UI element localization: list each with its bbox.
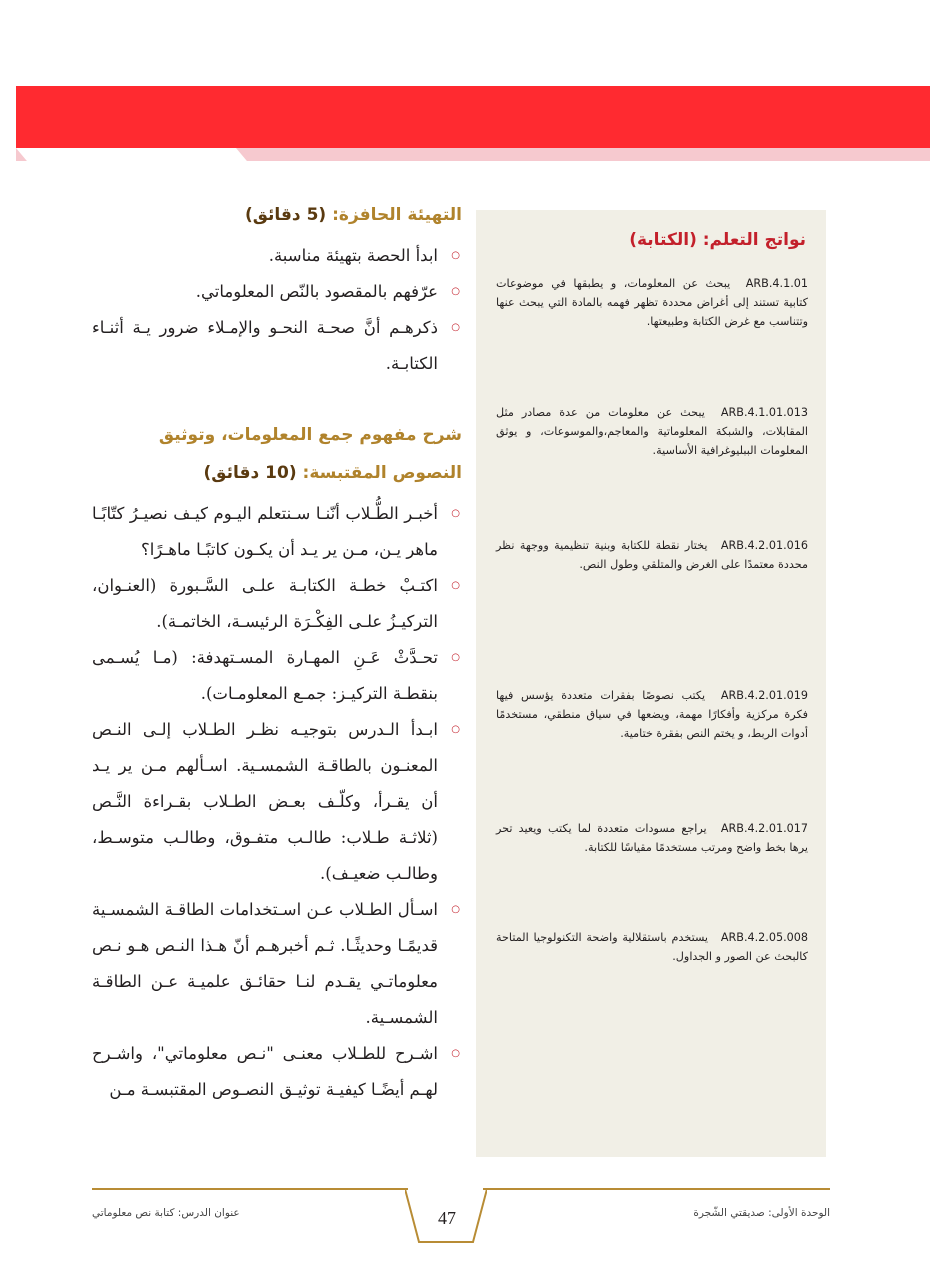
list-item xyxy=(92,892,462,1036)
bullet-icon: ○ xyxy=(451,724,460,735)
bullet-icon: ○ xyxy=(451,508,460,519)
list-item xyxy=(92,1036,462,1108)
bullet-icon: ○ xyxy=(451,652,460,663)
list-item-text: أخبـر الطُّـلاب أنّنـا سـنتعلم اليـوم كيـف نصيـرُ كتّابًـا ماهر يـن، مـن ير يـد أن يكـون كاتبًـا ماهـرًا؟ xyxy=(92,504,438,559)
list-item xyxy=(92,640,462,712)
footer-unit-title: الوحدة الأولى: صديقتي الشّجرة xyxy=(693,1207,830,1219)
warmup-heading-label: التهيئة الحافزة: xyxy=(332,205,462,225)
explain-heading-label: شرح مفهوم جمع المعلومات، وتوثيق النصوص المقتبسة: xyxy=(158,425,462,483)
list-item-text: اشـرح للطـلاب معنـى "نـص معلوماتي"، واشـرح لهـم أيضًـا كيفيـة توثيـق النصـوص المقتبسـة مـن xyxy=(92,1044,438,1099)
list-item xyxy=(92,568,462,640)
list-item xyxy=(92,712,462,892)
outcome-code: ARB.4.1.01 xyxy=(745,277,808,290)
learning-outcomes-title: نواتج التعلم: (الكتابة) xyxy=(629,230,806,250)
header-banner xyxy=(16,86,930,148)
list-item-text: ذكرهـم أنَّ صحـة النحـو والإمـلاء ضرور يـة أثنـاء الكتابـة. xyxy=(92,318,438,373)
warmup-list xyxy=(92,238,462,382)
learning-outcomes-panel xyxy=(476,210,826,1157)
list-item-text: ابدأ الحصة بتهيئة مناسبة. xyxy=(268,246,438,265)
outcome-code: ARB.4.1.01.013 xyxy=(720,406,809,419)
outcome-text: يبحث عن المعلومات، و يطبقها في موضوعات كتابية تستند إلى أغراض محددة تظهر فهمه بالمادة التي يبحث عنها وتتناسب مع غرض الكتابة وطبيعتها. xyxy=(496,277,808,328)
section-gap xyxy=(92,382,462,416)
explain-duration: (10 دقائق) xyxy=(203,463,297,483)
list-item-text: تحـدَّثْ عَـنِ المهـارة المسـتهدفة: (مـا يُسـمى بنقطـة التركيـز: جمـع المعلومـات). xyxy=(92,648,438,703)
outcome-text: يراجع مسودات متعددة لما يكتب ويعيد تحر يرها بخط واضح ومرتب مستخدمًا مقياسًا للكتابة. xyxy=(496,822,808,854)
outcome-text: يختار نقطة للكتابة وبنية تنظيمية ووجهة نظر محددة معتمدًا على الغرض والمتلقي وطول النص. xyxy=(496,539,808,571)
footer-rule-right xyxy=(483,1188,830,1190)
list-item xyxy=(92,496,462,568)
list-item xyxy=(92,274,462,310)
outcome-item xyxy=(496,403,808,460)
outcome-code: ARB.4.2.01.019 xyxy=(720,689,809,702)
list-item xyxy=(92,310,462,382)
outcome-item xyxy=(496,274,808,331)
list-item-text: ابـدأ الـدرس بتوجيـه نظـر الطـلاب إلـى النـص المعنـون بالطاقـة الشمسـية. اسـألهم مـن ير يـد أن يقـرأ، وكلّـف بعـض الطـلاب بقـراءة النَّـص (ثلاثـة طـلاب: طالـب متفـوق، وطالـب متوسـط، وطالـب ضعيـف). xyxy=(92,720,438,883)
outcome-code: ARB.4.2.01.017 xyxy=(720,822,808,835)
bullet-icon: ○ xyxy=(451,904,460,915)
list-item-text: عرّفهم بالمقصود بالنّص المعلوماتي. xyxy=(195,282,438,301)
header-banner-tail xyxy=(16,148,247,161)
outcome-item xyxy=(496,686,808,743)
outcome-text: يكتب نصوصًا بفقرات متعددة يؤسس فيها فكرة مركزية وأفكارًا مهمة، ويضعها في سياق منطقي، مستخدمًا أدوات الربط، و يختم النص بفقرة ختامية. xyxy=(496,689,808,740)
bullet-icon: ○ xyxy=(451,286,460,297)
bullet-icon: ○ xyxy=(451,580,460,591)
explain-list xyxy=(92,496,462,1108)
warmup-heading xyxy=(92,196,462,234)
bullet-icon: ○ xyxy=(451,1048,460,1059)
outcome-code: ARB.4.2.01.016 xyxy=(720,539,808,552)
outcome-code: ARB.4.2.05.008 xyxy=(720,931,808,944)
list-item-text: اسـأل الطـلاب عـن اسـتخدامات الطاقـة الشمسـية قديمًـا وحديثًـا. ثـم أخبرهـم أنّ هـذا النـص هـو نـص معلوماتـي يقـدم لنـا حقائـق علميـة عـن الطاقـة الشمسـية. xyxy=(92,900,438,1027)
outcome-item xyxy=(496,928,808,966)
list-item xyxy=(92,238,462,274)
footer-rule-left xyxy=(92,1188,408,1190)
bullet-icon: ○ xyxy=(451,250,460,261)
outcome-text: يستخدم باستقلالية واضحة التكنولوجيا المتاحة كالبحث عن الصور و الجداول. xyxy=(496,931,808,963)
footer-lesson-title: عنوان الدرس: كتابة نص معلوماتي xyxy=(92,1207,240,1219)
warmup-duration: (5 دقائق) xyxy=(244,205,327,225)
outcome-item xyxy=(496,536,808,574)
page-number: 47 xyxy=(438,1208,456,1228)
outcome-text: يبحث عن معلومات من عدة مصادر مثل المقابلات، والشبكة المعلوماتية والمعاجم،والموسوعات، و يوثق المعلومات الببليوغرافية الأساسية. xyxy=(496,406,808,457)
explain-heading xyxy=(92,416,462,492)
lesson-steps xyxy=(92,196,462,1108)
outcome-item xyxy=(496,819,808,857)
bullet-icon: ○ xyxy=(451,322,460,333)
list-item-text: اكتـبْ خطـة الكتابـة علـى السَّـبورة (العنـوان، التركيـزُ علـى الفِكْـرَة الرئيسـة، الخاتمـة). xyxy=(92,576,438,631)
